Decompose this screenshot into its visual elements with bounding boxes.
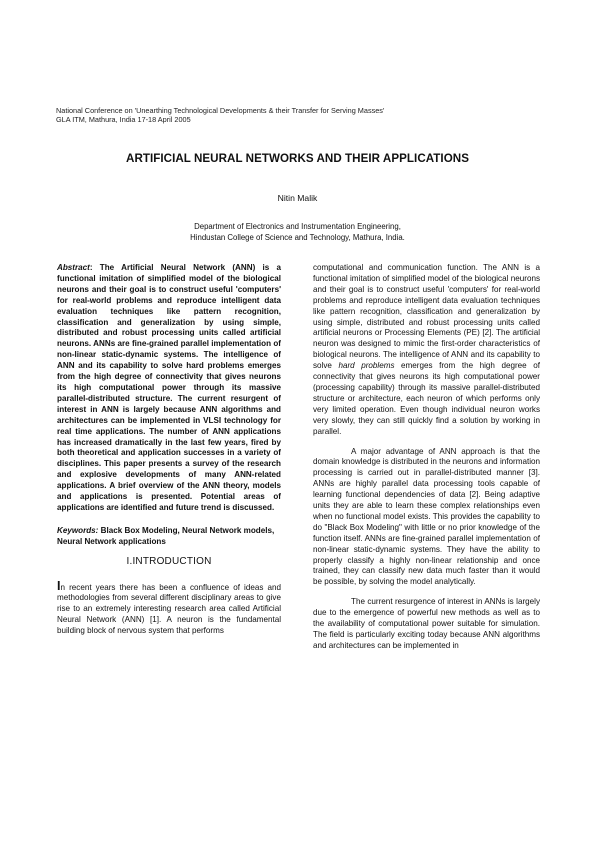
abstract-text: : The Artificial Neural Network (ANN) is a functional imitation of simplified model of the biological neurons and their goal is to construct useful 'computers' for real-world problems and reproduce intelligent data evaluation techniques like pattern recognition, classification and generalization by using simple, distributed and robust processing units called artificial neurons. ANNs are fine-grained parallel implementation of non-linear static-dynamic systems. The intelligence of ANN and its capability to solve hard problems emerges from the high degree of connectivity that gives neurons its high computational power through its massive parallel-distributed structure. The current resurgent of interest in ANN is largely because ANN algorithms and architectures can be implemented in VLSI technology for real time applications. The number of ANN applications has increased dramatically in the last few years, fired by both theoretical and application successes in a variety of disciplines. This paper presents a survey of the research and explosive developments of many ANN-related applications. A brief overview of the ANN theory, models and applications is presented. Potential areas of applications are identified and future trend is discussed. bbox=[57, 263, 281, 512]
right-paragraph-1-emphasis: hard problems bbox=[338, 361, 395, 371]
drop-cap: I bbox=[57, 578, 61, 593]
right-paragraph-2: A major advantage of ANN approach is that the domain knowledge is distributed in the neurons and information processing is carried out in parallel-distributed manner [3]. ANNs are highly parallel data processing tools capable of learning functional dependencies of data [2]. Being adaptive units they are able to learn these complex relationships even when no functional model exists. This provides the capability to do "Black Box Modeling" with little or no prior knowledge of the function itself. ANNs are fine-grained parallel implementation of non-linear static-dynamic systems. They have the ability to properly classify a highly non-linear relationship and once trained, they can classify new data much faster than it would be possible, by solving the model analytically. bbox=[313, 446, 540, 587]
author-name: Nitin Malik bbox=[277, 193, 318, 203]
section-heading-introduction: I.INTRODUCTION bbox=[126, 555, 212, 567]
affiliation-line-2: Hindustan College of Science and Technology, Mathura, India. bbox=[190, 233, 405, 242]
right-paragraph-1-part-b: emerges from the high degree of connectivity that gives neurons its high computational power (processing capability) through its massive parallel-distributed structure or architecture, each neuron of which performs only very limited operation. Even though individual neuron works very slowly, they can still quickly find a solution by working in parallel. bbox=[313, 361, 540, 436]
right-paragraph-1 bbox=[313, 263, 540, 438]
right-column bbox=[313, 263, 540, 652]
keywords bbox=[57, 526, 281, 548]
right-paragraph-3: The current resurgence of interest in ANNs is largely due to the emergence of powerful new methods as well as to the availability of computational power suitable for simulation. The field is particularly exciting today because ANN algorithms and architectures can be implemented in bbox=[313, 597, 540, 650]
intro-paragraph-1 bbox=[57, 578, 281, 638]
conference-line-2: GLA ITM, Mathura, India 17-18 April 2005 bbox=[56, 115, 191, 124]
intro-paragraph-1-text: n recent years there has been a confluence of ideas and methodologies from several different disciplinary areas to give rise to an extremely interesting research area called Artificial Neural Network (ANN) [1]. A neuron is the fundamental building block of nervous system that performs bbox=[57, 582, 281, 636]
right-paragraph-1-part-a: computational and communication function. The ANN is a functional imitation of simplified model of the biological neurons and their goal is to construct useful 'computers' for real-world problems and reproduce intelligent data evaluation techniques like pattern recognition, classification and generalization by using simple, distributed and robust processing units called artificial neurons or Processing Elements (PE) [2]. The artificial neuron was designed to mimic the first-order characteristics of biological neurons. The intelligence of ANN and its capability to solve bbox=[313, 263, 540, 371]
left-column bbox=[57, 263, 281, 637]
paper-title: ARTIFICIAL NEURAL NETWORKS AND THEIR APPLICATIONS bbox=[126, 152, 469, 165]
abstract bbox=[57, 263, 281, 514]
keywords-text: Black Box Modeling, Neural Network models, Neural Network applications bbox=[57, 525, 275, 546]
affiliation-line-1: Department of Electronics and Instrumentation Engineering, bbox=[194, 222, 401, 231]
abstract-label: Abstract bbox=[57, 263, 90, 272]
keywords-label: Keywords: bbox=[57, 525, 99, 535]
conference-header bbox=[56, 106, 526, 124]
affiliation bbox=[0, 221, 595, 243]
conference-line-1: National Conference on 'Unearthing Technological Developments & their Transfer for Serving Masses' bbox=[56, 106, 385, 115]
